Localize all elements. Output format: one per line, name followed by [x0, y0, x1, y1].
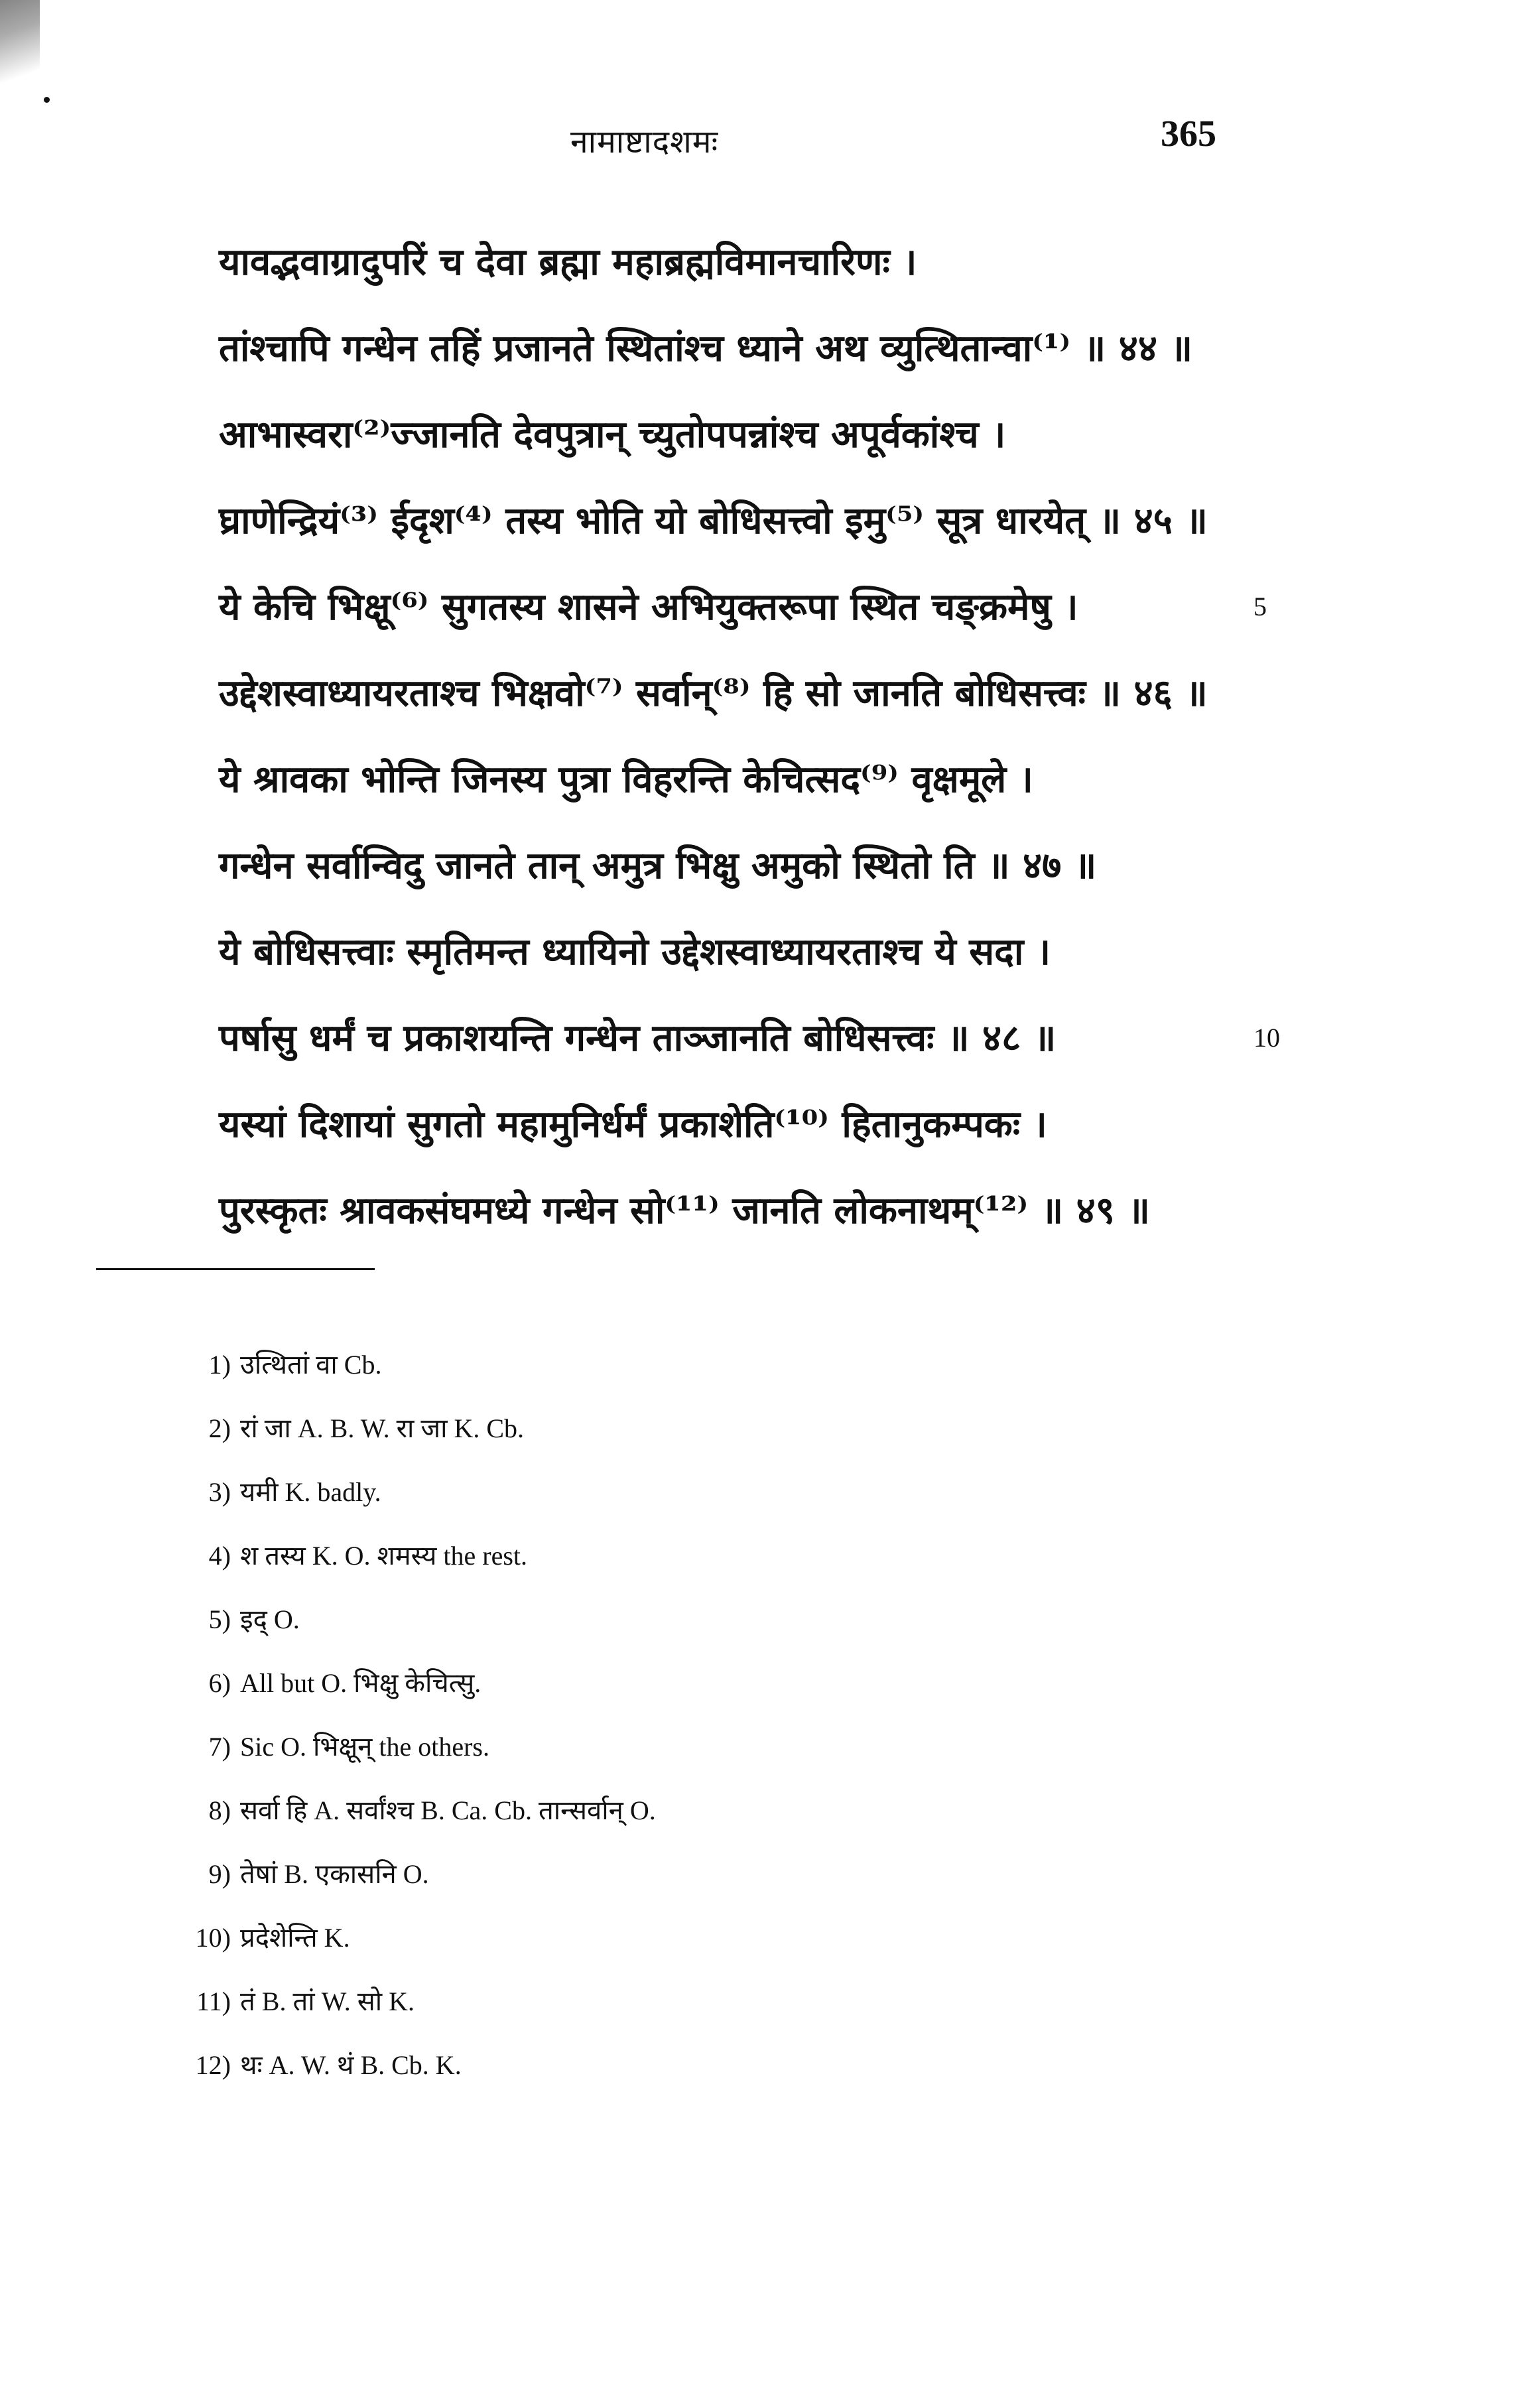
footnote-text: उत्थितां वा Cb. [240, 1350, 382, 1380]
scan-dot [44, 97, 50, 103]
verse-line [219, 736, 1253, 822]
footnote-text: All but O. भिक्षु केचित्सु. [240, 1668, 481, 1698]
page-number: 365 [1161, 113, 1216, 155]
footnote-separator [96, 1268, 375, 1270]
verse-text: पुरस्कृतः श्रावकसंघमध्ये गन्धेन सो⁽¹¹⁾ जानति लोकनाथम्⁽¹²⁾ ॥ ४९ ॥ [219, 1189, 1150, 1232]
verse-line [219, 1081, 1253, 1167]
verse-line [219, 478, 1253, 564]
footnote [179, 1843, 1174, 1906]
footnote-label: 11) [196, 1986, 231, 2016]
footnote-label: 6) [208, 1668, 231, 1698]
footnote-text: तं B. तां W. सो K. [240, 1986, 415, 2016]
verse-text: पर्षासु धर्मं च प्रकाशयन्ति गन्धेन ताञ्जानति बोधिसत्त्वः ॥ ४८ ॥ [219, 1016, 1057, 1060]
verse-text: यावद्भवाग्रादुपरिं च देवा ब्रह्मा महाब्रह्मविमानचारिणः । [219, 240, 917, 284]
footnote-label: 4) [208, 1541, 231, 1571]
verse-line [219, 650, 1253, 736]
footnote [179, 1460, 1174, 1524]
footnote-text: इद् O. [240, 1604, 300, 1634]
footnote-block [179, 1333, 1174, 2097]
footnote [179, 1524, 1174, 1588]
footnote-text: श तस्य K. O. शमस्य the rest. [240, 1541, 528, 1571]
verse-line [219, 391, 1253, 478]
verse-text: यस्यां दिशायां सुगतो महामुनिर्धर्मं प्रकाशेति⁽¹⁰⁾ हितानुकम्पकः । [219, 1102, 1047, 1146]
footnote-text: थः A. W. थं B. Cb. K. [240, 2050, 462, 2080]
verse-line [219, 995, 1280, 1081]
verse-block [219, 219, 1280, 1254]
footnote [179, 1588, 1174, 1652]
footnote [179, 1715, 1174, 1779]
verse-line [219, 305, 1253, 391]
footnote-text: Sic O. भिक्षून् the others. [240, 1732, 489, 1762]
verse-text: ये बोधिसत्त्वाः स्मृतिमन्त ध्यायिनो उद्देशस्वाध्यायरताश्च ये सदा । [219, 930, 1051, 974]
footnote [179, 1397, 1174, 1460]
footnote [179, 1779, 1174, 1843]
verse-text: गन्धेन सर्वान्विदु जानते तान् अमुत्र भिक्षु अमुको स्थितो ति ॥ ४७ ॥ [219, 844, 1097, 887]
verse-text: तांश्चापि गन्धेन तहिं प्रजानते स्थितांश्च ध्याने अथ व्युत्थितान्वा⁽¹⁾ ॥ ४४ ॥ [219, 326, 1192, 370]
verse-line [219, 1167, 1253, 1254]
footnote-label: 9) [208, 1859, 231, 1889]
footnote [179, 1906, 1174, 1970]
verse-text: ये श्रावका भोन्ति जिनस्य पुत्रा विहरन्ति केचित्सद⁽⁹⁾ वृक्षमूले । [219, 757, 1033, 801]
running-head: नामाष्टादशमः [570, 123, 719, 161]
verse-text: आभास्वरा⁽²⁾ज्जानति देवपुत्रान् च्युतोपपन्नांश्च अपूर्वकांश्च । [219, 413, 1006, 456]
line-number: 10 [1253, 1023, 1280, 1053]
verse-text: ये केचि भिक्षू⁽⁶⁾ सुगतस्य शासने अभियुक्तरूपा स्थित चङ्क्रमेषु । [219, 585, 1078, 629]
footnote-label: 8) [208, 1795, 231, 1825]
footnote-label: 1) [208, 1350, 231, 1380]
footnote-label: 7) [208, 1732, 231, 1762]
verse-line [219, 564, 1267, 650]
verse-line [219, 219, 1253, 305]
footnote [179, 1333, 1174, 1397]
verse-text: घ्राणेन्द्रियं⁽³⁾ ईदृश⁽⁴⁾ तस्य भोति यो बोधिसत्त्वो इमु⁽⁵⁾ सूत्र धारयेत् ॥ ४५ ॥ [219, 499, 1208, 543]
verse-line [219, 822, 1253, 909]
footnote-label: 3) [208, 1477, 231, 1507]
footnote-text: सर्वा हि A. सर्वांश्च B. Ca. Cb. तान्सर्वान् O. [240, 1795, 656, 1825]
line-number: 5 [1253, 592, 1267, 621]
footnote-label: 10) [195, 1923, 231, 1953]
footnote-label: 5) [208, 1604, 231, 1634]
footnote [179, 1652, 1174, 1715]
scan-artifact [0, 0, 40, 106]
footnote-text: यमी K. badly. [240, 1477, 381, 1507]
footnote-text: तेषां B. एकासनि O. [240, 1859, 429, 1889]
verse-line [219, 909, 1253, 995]
footnote-label: 12) [195, 2050, 231, 2080]
verse-text: उद्देशस्वाध्यायरताश्च भिक्षवो⁽⁷⁾ सर्वान्⁽⁸⁾ हि सो जानति बोधिसत्त्वः ॥ ४६ ॥ [219, 671, 1208, 715]
footnote-label: 2) [208, 1413, 231, 1443]
footnote [179, 1970, 1174, 2034]
footnote [179, 2034, 1174, 2097]
footnote-text: प्रदेशेन्ति K. [240, 1923, 350, 1953]
footnote-text: रां जा A. B. W. रा जा K. Cb. [240, 1413, 525, 1443]
